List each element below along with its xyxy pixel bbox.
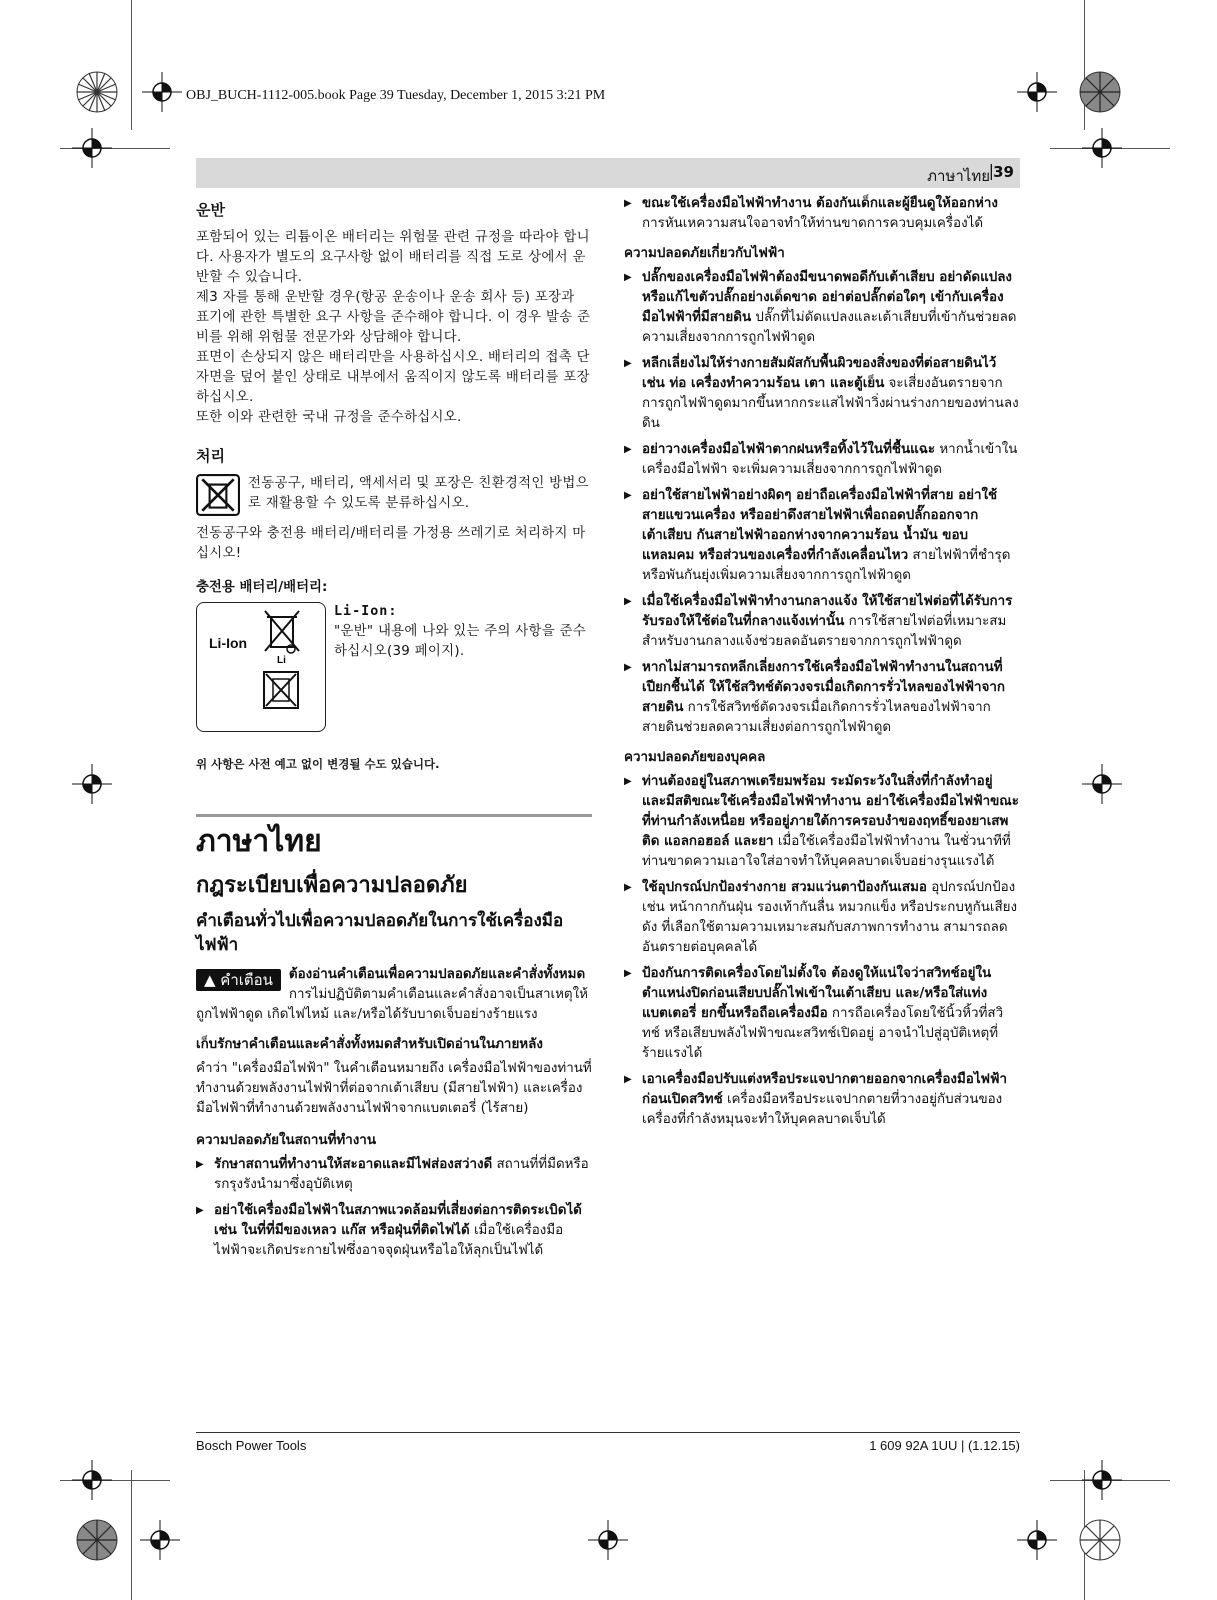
safety-bullet — [624, 194, 1020, 234]
keep-instructions-heading: เก็บรักษาคำเตือนและคำสั่งทั้งหมดสำหรับเปิดอ่านในภายหลัง — [196, 1037, 543, 1052]
registration-target-icon — [75, 70, 119, 114]
bullet-bold: หลีกเลี่ยงไม่ให้ร่างกายสัมผัสกับพื้นผิวของสิ่งของที่ต่อสายดินไว้ เช่น ท่อ เครื่องทำความร้อน เตา และตู้เย็น — [642, 356, 997, 391]
crosshair-icon — [142, 72, 182, 112]
bullet-text: จะเสี่ยงอันตรายจากการถูกไฟฟ้าดูดมากขึ้นหากกระแสไฟฟ้าวิ่งผ่านร่างกายของท่านลงดิน — [642, 376, 1019, 431]
bullet-bold: รักษาสถานที่ทำงานให้สะอาดและมีไฟส่องสว่างดี — [214, 1157, 493, 1172]
safety-bullet — [624, 486, 1020, 586]
page-number: 39 — [993, 163, 1014, 181]
disposal-paragraph: 전동공구, 배터리, 액세서리 및 포장은 친환경적인 방법으로 재활용할 수 있도록 분류하십시오. — [248, 476, 589, 511]
thai-section-title: ภาษาไทย — [196, 824, 322, 859]
bullet-bold: อย่าใช้เครื่องมือไฟฟ้าในสภาพแวดล้อมที่เสี่ยงต่อการติดระเบิดได้ เช่น ในที่ที่มีของเหลว แก๊ส หรือฝุ่นที่ติดไฟได้ — [214, 1203, 582, 1238]
bullet-bold: ใช้อุปกรณ์ปกป้องร่างกาย สวมแว่นตาป้องกันเสมอ — [642, 880, 927, 895]
disposal-paragraph: 전동공구와 충전용 배터리/배터리를 가정용 쓰레기로 처리하지 마십시오! — [196, 526, 586, 561]
bullet-bold: ขณะใช้เครื่องมือไฟฟ้าทำงาน ต้องกันเด็กและผู้ยืนดูให้ออกห่าง — [642, 196, 998, 211]
safety-bullet — [624, 658, 1020, 738]
warning-text: การไม่ปฏิบัติตามคำเตือนและคำสั่งอาจเป็นสาเหตุให้ถูกไฟฟ้าดูด เกิดไฟไหม้ และ/หรือได้รับบาดเจ็บอย่างร้ายแรง — [196, 987, 588, 1022]
battery-heading: 충전용 배터리/배터리: — [196, 580, 328, 595]
crosshair-icon — [1017, 72, 1057, 112]
bullet-bold: ท่านต้องอยู่ในสภาพเตรียมพร้อม ระมัดระวังในสิ่งที่กำลังทำอยู่ และมีสติขณะใช้เครื่องมือไฟฟ้าทำงาน อย่าใช้เครื่องมือไฟฟ้าขณะที่ท่านกำลังเหนื่อย หรืออยู่ภายใต้การครอบงำของฤทธิ์ของยาเสพติด แอลกอฮอล์ และยา — [642, 774, 1019, 849]
safety-bullet — [196, 1155, 592, 1195]
electrical-safety-heading: ความปลอดภัยเกี่ยวกับไฟฟ้า — [624, 246, 785, 261]
transport-paragraph: 또한 이와 관련한 국내 규정을 준수하십시오. — [196, 410, 462, 425]
crossed-bin-icon — [196, 474, 240, 516]
crosshair-icon — [1082, 128, 1122, 168]
section-divider — [196, 814, 592, 817]
right-column — [624, 194, 1020, 1136]
bullet-text: เมื่อใช้เครื่องมือไฟฟ้าทำงาน ในชั่วนาทีที่ท่านขาดความเอาใจใส่อาจทำให้บุคคลบาดเจ็บอย่างรุนแรงได้ — [642, 834, 1011, 869]
bullet-text: การใช้สวิทช์ตัดวงจรเมื่อเกิดการรั่วไหลของไฟฟ้าจากสายดินช่วยลดความเสี่ยงต่อการถูกไฟฟ้าดูด — [642, 700, 991, 735]
transport-heading: 운반 — [196, 201, 225, 219]
footer-brand: Bosch Power Tools — [196, 1438, 307, 1453]
crosshair-icon — [140, 1520, 180, 1560]
bullet-text: เครื่องมือหรือประแจปากตายที่วางอยู่กับส่วนของเครื่องที่กำลังหมุนจะทำให้บุคคลบาดเจ็บได้ — [642, 1092, 1003, 1127]
disposal-heading: 처리 — [196, 447, 225, 465]
disposal-block — [196, 474, 592, 516]
safety-bullet — [624, 440, 1020, 480]
crosshair-icon — [72, 1460, 112, 1500]
bullet-text: ปลั๊กที่ไม่ดัดแปลงและเต้าเสียบที่เข้ากันช่วยลดความเสี่ยงจากการถูกไฟฟ้าดูด — [642, 310, 1017, 345]
safety-bullet — [624, 772, 1020, 872]
change-notice: 위 사항은 사전 예고 없이 변경될 수도 있습니다. — [196, 757, 440, 771]
liion-block — [196, 602, 592, 732]
transport-paragraph: 포함되어 있는 리튬이온 배터리는 위험물 관련 규정을 따라야 합니다. 사용자가 별도의 요구사항 없이 배터리를 직접 도로 상에서 운반할 수 있습니다. — [196, 230, 590, 285]
crosshair-icon — [1082, 764, 1122, 804]
bullet-bold: ปลั๊กของเครื่องมือไฟฟ้าต้องมีขนาดพอดีกับเต้าเสียบ อย่าดัดแปลงหรือแก้ไขตัวปลั๊กอย่างเด็ดขาด อย่าต่อปลั๊กต่อใดๆ เข้ากับเครื่องมือไฟฟ้าที่มีสายดิน — [642, 270, 1012, 325]
safety-bullet — [624, 1070, 1020, 1130]
crossed-bin-icon — [263, 671, 299, 709]
bullet-bold: อย่าวางเครื่องมือไฟฟ้าตากฝนหรือทิ้งไว้ในที่ชื้นแฉะ — [642, 442, 936, 457]
header-language: ภาษาไทย — [927, 167, 990, 185]
bullet-text: เมื่อใช้เครื่องมือไฟฟ้าจะเกิดประกายไฟซึ่งอาจจุดฝุ่นหรือไอให้ลุกเป็นไฟได้ — [214, 1223, 564, 1258]
registration-target-icon — [75, 1518, 119, 1562]
bullet-text: อุปกรณ์ปกป้อง เช่น หน้ากากกันฝุ่น รองเท้ากันลื่น หมวกแข็ง หรือประกบหูกันเสียงดัง ที่เลือกใช้ตามความเหมาะสมกับสภาพการทำงาน สามารถลดอันตรายต่อบุคคลได้ — [642, 880, 1018, 955]
crop-line — [131, 0, 132, 130]
transport-paragraph: 제3 자를 통해 운반할 경우(항공 운송이나 운송 회사 등) 포장과 표기에 관한 특별한 요구 사항을 준수해야 합니다. 이 경우 발송 준비를 위해 위험물 전문가와 상담해야 합니다. — [196, 290, 591, 345]
safety-bullet — [624, 878, 1020, 958]
safety-rules-title: กฎระเบียบเพื่อความปลอดภัย — [196, 873, 468, 898]
safety-bullet — [624, 592, 1020, 652]
warning-block — [196, 965, 592, 1025]
crop-line — [131, 1470, 132, 1600]
crosshair-icon — [72, 128, 112, 168]
safety-bullet — [624, 964, 1020, 1064]
footer-rule — [196, 1432, 1020, 1433]
personal-safety-heading: ความปลอดภัยของบุคคล — [624, 750, 766, 765]
svg-text:Li: Li — [277, 655, 286, 665]
liion-paragraph: "운반" 내용에 나와 있는 주의 사항을 준수하십시오(39 페이지). — [334, 624, 587, 659]
term-definition: คำว่า "เครื่องมือไฟฟ้า" ในคำเตือนหมายถึง เครื่องมือไฟฟ้าของท่านที่ทำงานด้วยพลังงานไฟฟ้าที่ต่อจากเต้าเสียบ (มีสายไฟฟ้า) และเครื่องมือไฟฟ้าที่ทำงานด้วยพลังงานไฟฟ้าจากแบตเตอรี่ (ไร้สาย) — [196, 1061, 592, 1116]
crosshair-icon — [72, 764, 112, 804]
bullet-bold: ป้องกันการติดเครื่องโดยไม่ตั้งใจ ต้องดูให้แน่ใจว่าสวิทช์อยู่ในตำแหน่งปิดก่อนเสียบปลั๊กไฟเข้าในเต้าเสียบ และ/หรือใส่แท่งแบตเตอรี่ ยกขึ้นหรือถือเครื่องมือ — [642, 966, 992, 1021]
bullet-text: สายไฟฟ้าที่ชำรุดหรือพันกันยุ่งเพิ่มความเสี่ยงจากการถูกไฟฟ้าดูด — [642, 548, 1011, 583]
transport-paragraph: 표면이 손상되지 않은 배터리만을 사용하십시오. 배터리의 접촉 단자면을 덮어 붙인 상태로 내부에서 움직이지 않도록 배터리를 포장하십시오. — [196, 350, 590, 405]
liion-symbol-box — [196, 602, 326, 732]
safety-bullet — [624, 354, 1020, 434]
general-warnings-title: คำเตือนทั่วไปเพื่อความปลอดภัยในการใช้เครื่องมือไฟฟ้า — [196, 911, 564, 955]
crossed-bin-icon — [261, 609, 303, 665]
registration-target-icon — [1078, 1518, 1122, 1562]
footer-docnumber: 1 609 92A 1UU | (1.12.15) — [869, 1438, 1020, 1453]
left-column — [196, 200, 592, 1267]
work-area-heading: ความปลอดภัยในสถานที่ทำงาน — [196, 1133, 376, 1148]
safety-bullet — [624, 268, 1020, 348]
bullet-text: สถานที่ที่มืดหรือรกรุงรังนำมาซึ่งอุบัติเหตุ — [214, 1157, 589, 1192]
page-header — [196, 158, 1020, 188]
header-separator: | — [988, 161, 994, 180]
warning-bold-text: ต้องอ่านคำเตือนเพื่อความปลอดภัยและคำสั่งทั้งหมด — [288, 967, 586, 982]
safety-bullet — [196, 1201, 592, 1261]
liion-label: Li-Ion — [209, 635, 248, 651]
bullet-text: การใช้สายไฟต่อที่เหมาะสมสำหรับงานกลางแจ้งช่วยลดอันตรายจากการถูกไฟฟ้าดูด — [642, 614, 1007, 649]
bullet-text: การถือเครื่องโดยใช้นิ้วหิ้วที่สวิทช์ หรือเสียบพลังไฟฟ้าขณะสวิทช์เปิดอยู่ อาจนำไปสู่อุบัติเหตุที่ร้ายแรงได้ — [642, 1006, 1004, 1061]
warning-badge: ▲ คำเตือน — [196, 969, 281, 991]
bullet-bold: เอาเครื่องมือปรับแต่งหรือประแจปากตายออกจากเครื่องมือไฟฟ้าก่อนเปิดสวิทช์ — [642, 1072, 1008, 1107]
crosshair-icon — [1082, 1460, 1122, 1500]
bullet-bold: เมื่อใช้เครื่องมือไฟฟ้าทำงานกลางแจ้ง ให้ใช้สายไฟต่อที่ได้รับการรับรองให้ใช้ต่อในที่กลางแจ้งเท่านั้น — [642, 594, 1013, 629]
bullet-text: หากน้ำเข้าในเครื่องมือไฟฟ้า จะเพิ่มความเสี่ยงจากการถูกไฟฟ้าดูด — [642, 442, 1018, 477]
liion-text — [334, 602, 592, 732]
bullet-bold: อย่าใช้สายไฟฟ้าอย่างผิดๆ อย่าถือเครื่องมือไฟฟ้าที่สาย อย่าใช้สายแขวนเครื่อง หรืออย่าดึงสายไฟฟ้าเพื่อถอดปลั๊กออกจากเต้าเสียบ กันสายไฟฟ้าออกห่างจากความร้อน น้ำมัน ขอบแหลมคม หรือส่วนของเครื่องที่กำลังเคลื่อนไหว — [642, 488, 998, 563]
crosshair-icon — [588, 1520, 628, 1560]
registration-target-icon — [1078, 70, 1122, 114]
crosshair-icon — [1017, 1520, 1057, 1560]
print-slug: OBJ_BUCH-1112-005.book Page 39 Tuesday, December 1, 2015 3:21 PM — [186, 88, 606, 103]
liion-title: Li-Ion: — [334, 604, 398, 619]
bullet-bold: หากไม่สามารถหลีกเลี่ยงการใช้เครื่องมือไฟฟ้าทำงานในสถานที่เปียกชื้นได้ ให้ใช้สวิทช์ตัดวงจรเมื่อเกิดการรั่วไหลของไฟฟ้าจากสายดิน — [642, 660, 1005, 715]
bullet-text: การหันเหความสนใจอาจทำให้ท่านขาดการควบคุมเครื่องได้ — [642, 216, 984, 231]
